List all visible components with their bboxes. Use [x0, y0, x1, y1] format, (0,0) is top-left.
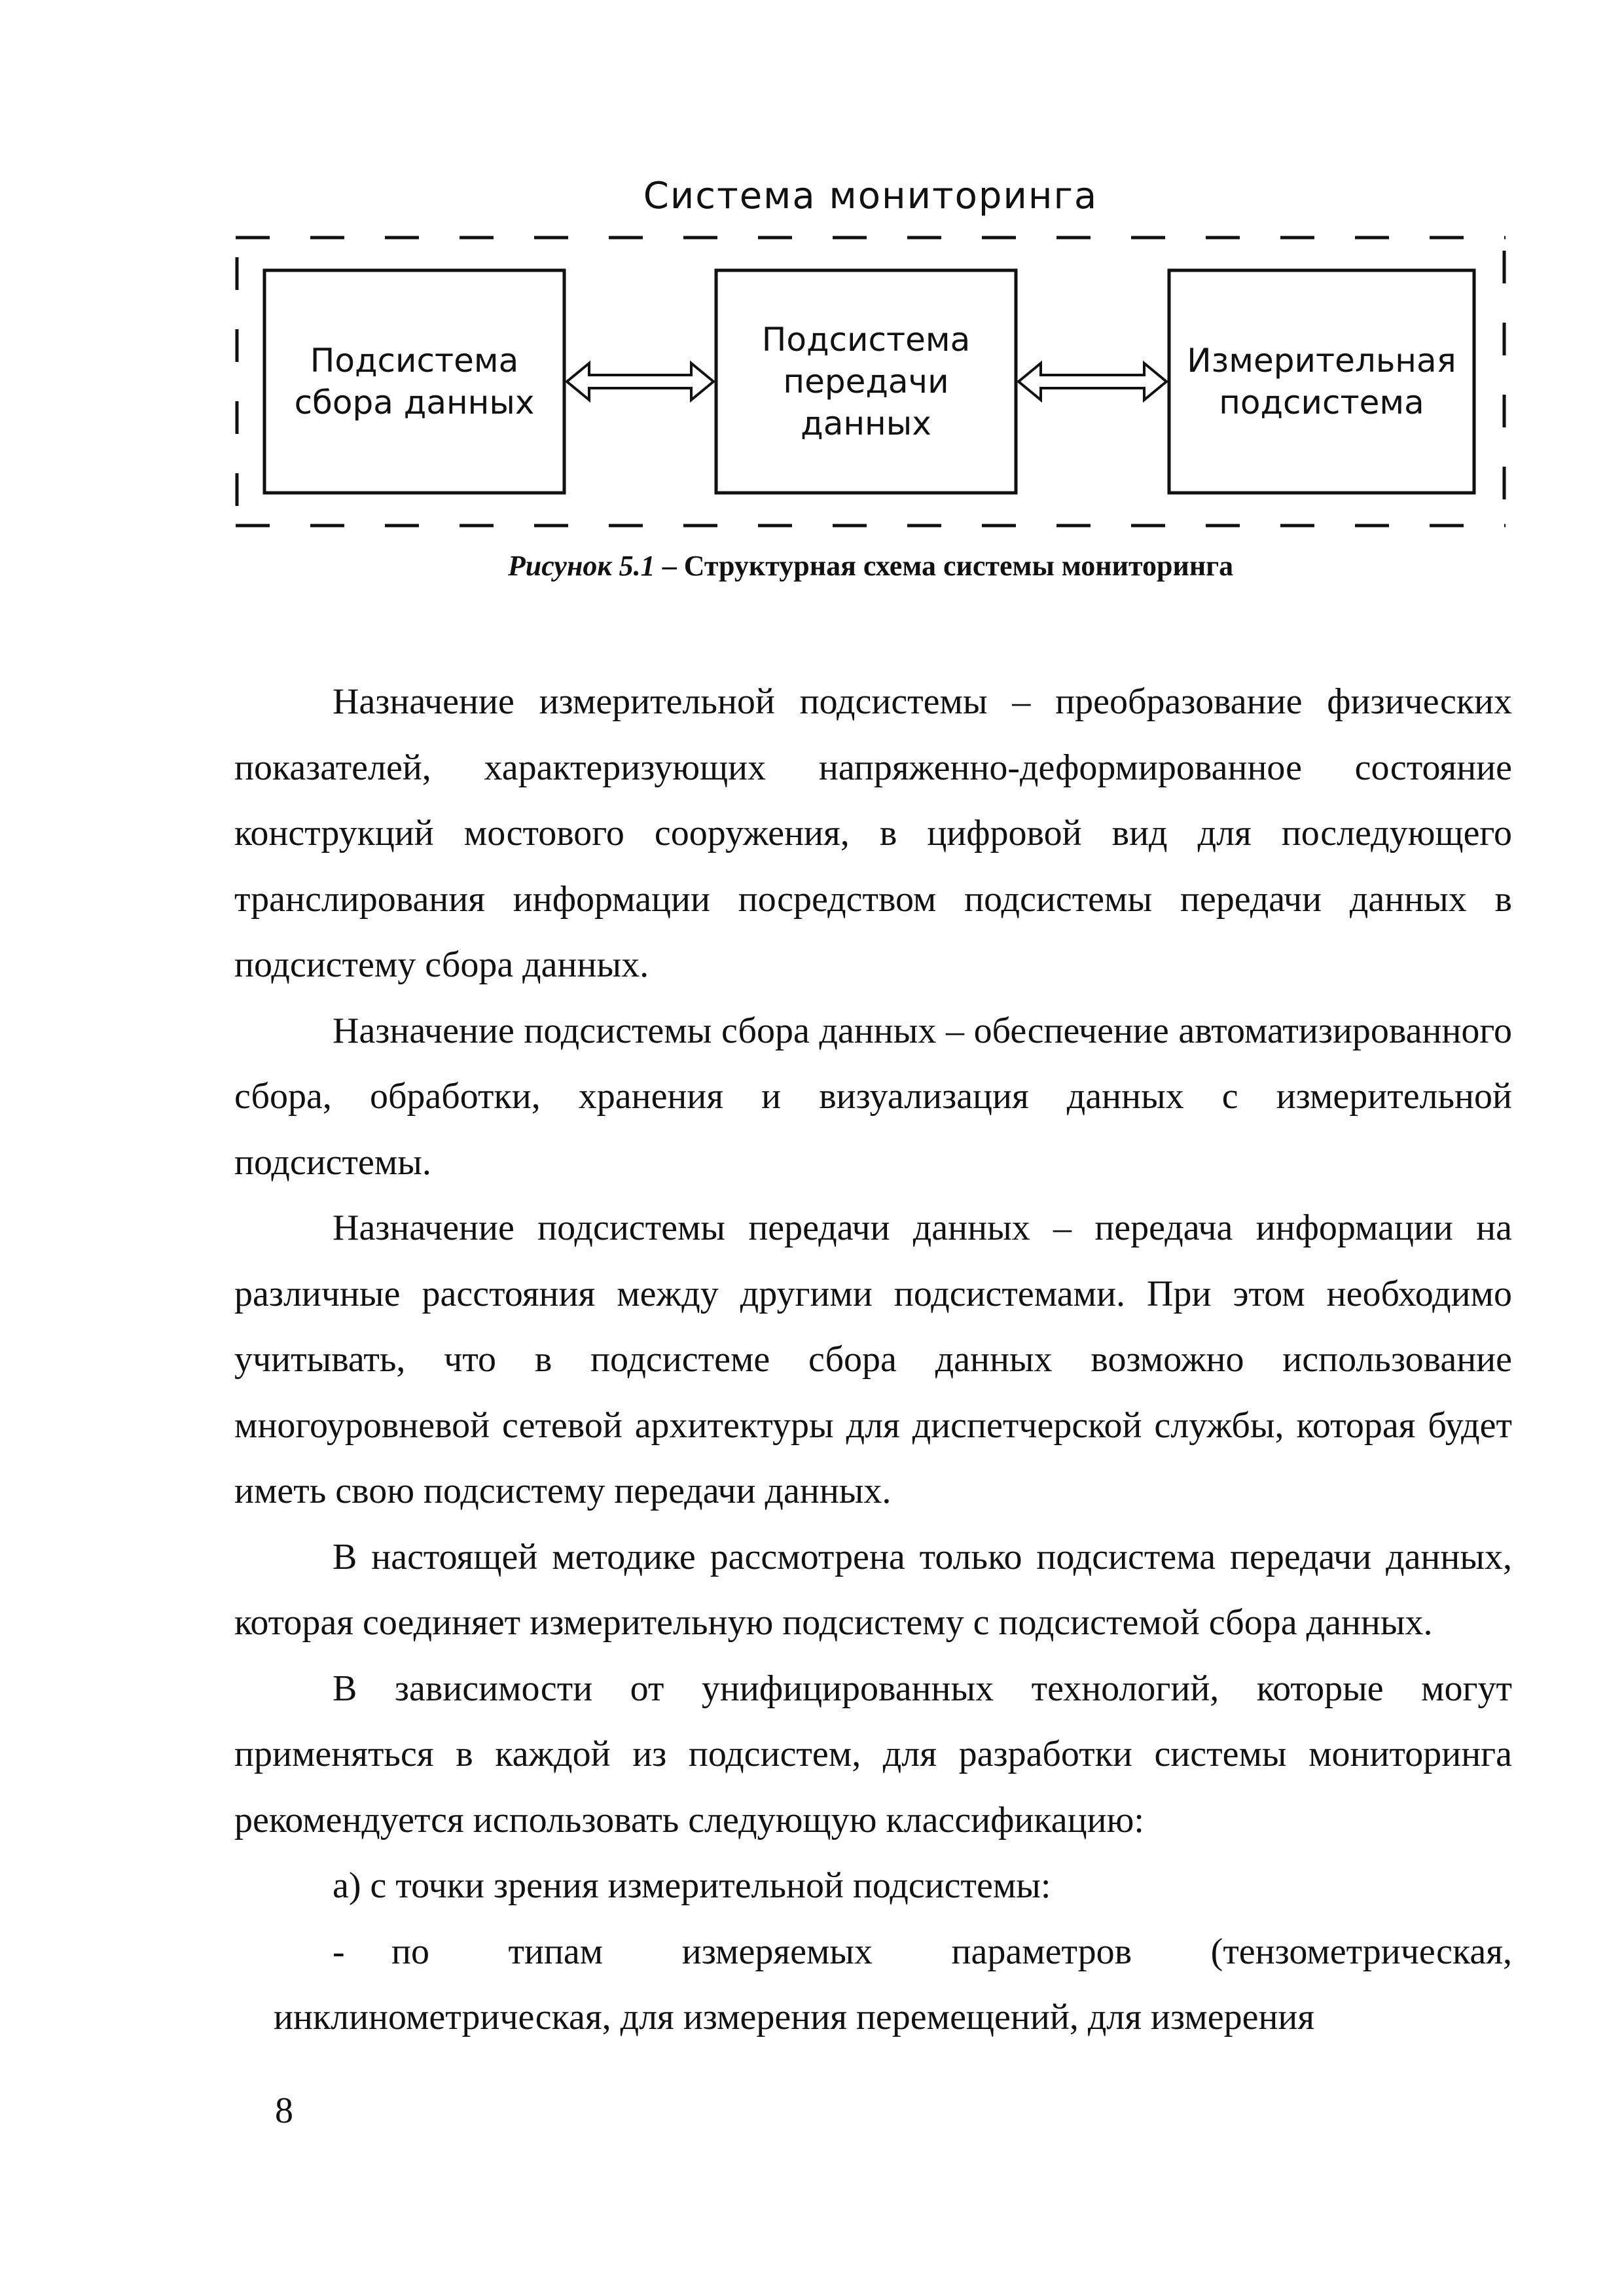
paragraph-transfer-purpose: Назначение подсистемы передачи данных – передача информации на различные расстояния между другими подсистемами. При этом необходимо учитывать, что в подсистеме сбора данных возможно использование многоуровневой сетевой архитектуры для диспетчерской службы, которая будет иметь свою подсистему передачи данных.	[234, 1208, 1512, 1511]
caption-text: – Структурная схема системы мониторинга	[655, 550, 1234, 582]
block-data-collection-line1: Подсистема	[310, 342, 519, 380]
paragraph-classification: В зависимости от унифицированных технологий, которые могут применяться в каждой из подсистем, для разработки системы мониторинга рекомендуется использовать следующую классификацию:	[234, 1668, 1512, 1840]
block-data-transfer-line3: данных	[801, 404, 931, 442]
block-data-collection	[264, 270, 564, 493]
body-text	[234, 669, 1512, 2051]
list-item-a: а) с точки зрения измерительной подсистемы:	[333, 1865, 1051, 1906]
block-measuring-line1: Измерительная	[1187, 342, 1456, 380]
paragraph-measuring-purpose: Назначение измерительной подсистемы – преобразование физических показателей, характеризующих напряженно-деформированное состояние конструкций мостового сооружения, в цифровой вид для последующего транслирования информации посредством подсистемы передачи данных в подсистему сбора данных.	[234, 681, 1512, 985]
block-measuring-line2: подсистема	[1219, 384, 1424, 422]
arrow-transfer-measuring	[1019, 363, 1166, 400]
block-data-transfer	[716, 270, 1016, 493]
page-number: 8	[275, 2090, 293, 2131]
caption-label: Рисунок 5.1	[507, 550, 655, 582]
block-data-transfer-line1: Подсистема	[761, 321, 971, 359]
paragraph-methodology-scope: В настоящей методике рассмотрена только подсистема передачи данных, которая соединяет измерительную подсистему с подсистемой сбора данных.	[234, 1536, 1512, 1643]
figure-caption	[229, 547, 1512, 586]
block-data-transfer-line2: передачи	[783, 363, 949, 401]
structure-diagram	[229, 167, 1512, 533]
diagram-title: Система мониторинга	[643, 175, 1098, 217]
dash-mark: -	[333, 1931, 345, 1972]
dash-item-text: по типам измеряемых параметров (тензометрическая, инклинометрическая, для измерения перемещений, для измерения	[274, 1931, 1512, 2037]
block-measuring	[1169, 270, 1474, 493]
arrow-collection-transfer	[567, 363, 713, 400]
dash-item	[234, 1919, 1512, 2051]
block-data-collection-line2: сбора данных	[294, 384, 535, 422]
paragraph-collection-purpose: Назначение подсистемы сбора данных – обеспечение автоматизированного сбора, обработки, хранения и визуализация данных с измерительной подсистемы.	[234, 1010, 1512, 1183]
